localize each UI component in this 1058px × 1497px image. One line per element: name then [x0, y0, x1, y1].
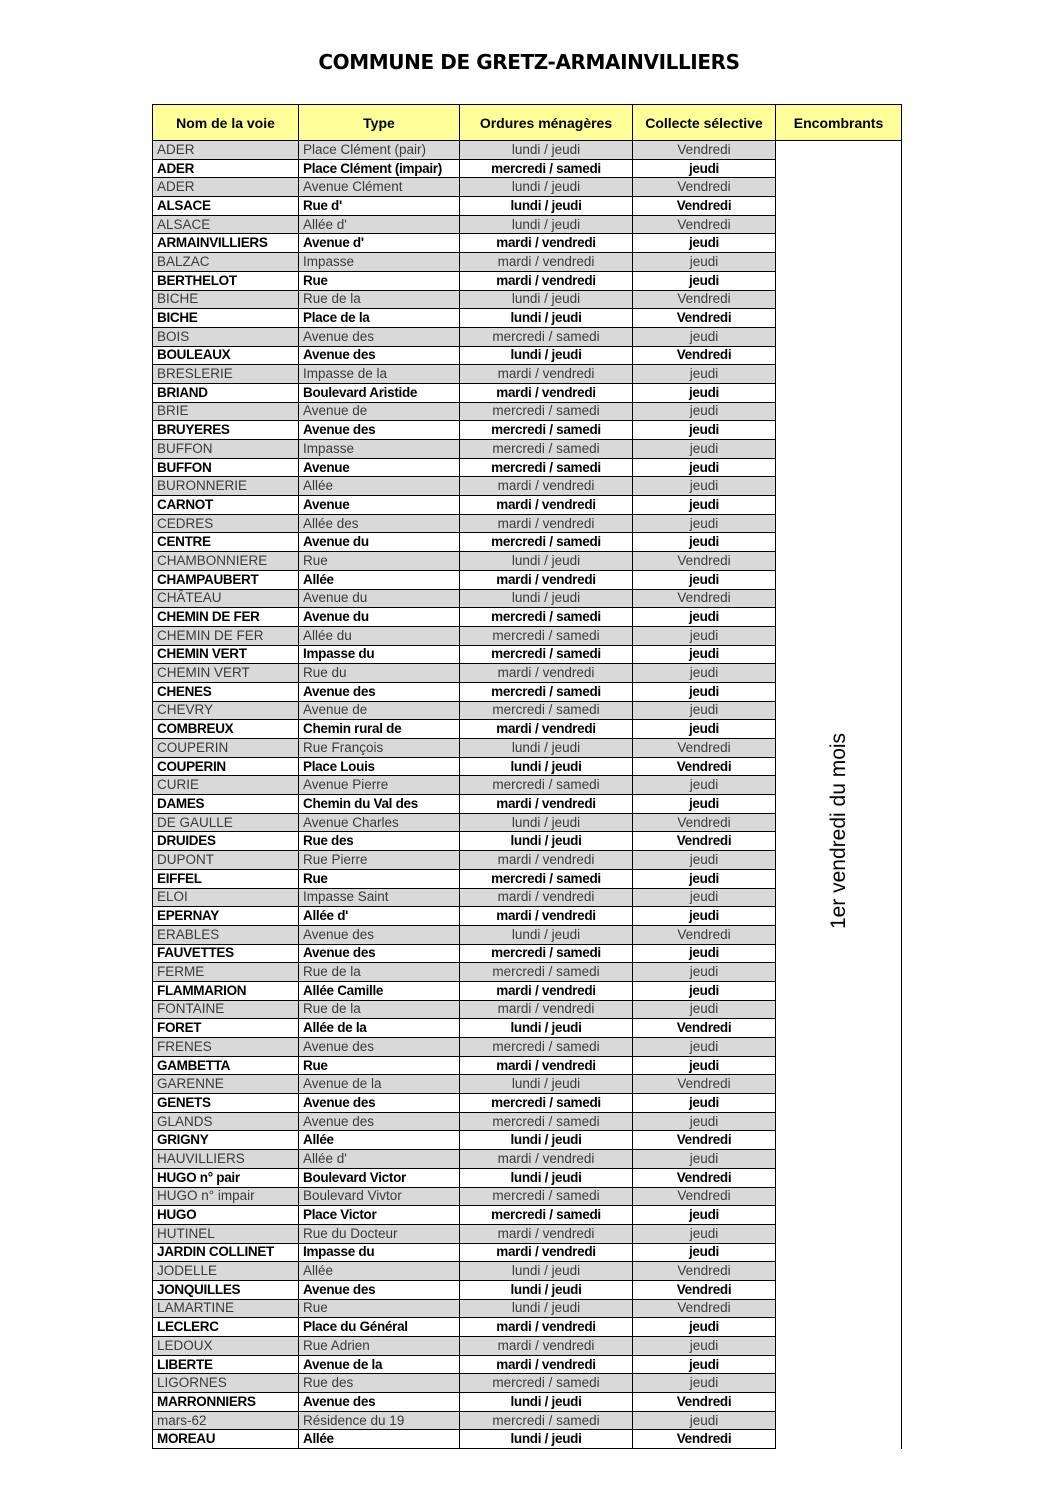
selective-collection-cell: jeudi	[633, 645, 776, 664]
selective-collection-cell: jeudi	[633, 1000, 776, 1019]
household-waste-cell: mercredi / samedi	[460, 944, 633, 963]
table-header-row	[153, 105, 902, 141]
street-type-cell: Place du Général	[299, 1318, 460, 1337]
street-type-cell: Avenue du	[299, 533, 460, 552]
selective-collection-cell: jeudi	[633, 682, 776, 701]
street-name-cell: CENTRE	[153, 533, 299, 552]
household-waste-cell: mardi / vendredi	[460, 1000, 633, 1019]
household-waste-cell: mardi / vendredi	[460, 907, 633, 926]
household-waste-cell: mercredi / samedi	[460, 533, 633, 552]
household-waste-cell: lundi / jeudi	[460, 832, 633, 851]
street-type-cell: Allée des	[299, 514, 460, 533]
household-waste-cell: lundi / jeudi	[460, 215, 633, 234]
street-type-cell: Avenue de	[299, 402, 460, 421]
household-waste-cell: mercredi / samedi	[460, 701, 633, 720]
street-name-cell: MARRONNIERS	[153, 1393, 299, 1412]
household-waste-cell: mardi / vendredi	[460, 477, 633, 496]
street-type-cell: Rue	[299, 271, 460, 290]
household-waste-cell: lundi / jeudi	[460, 552, 633, 571]
selective-collection-cell: jeudi	[633, 888, 776, 907]
selective-collection-cell: jeudi	[633, 514, 776, 533]
street-type-cell: Boulevard Vivtor	[299, 1187, 460, 1206]
street-type-cell: Avenue du	[299, 608, 460, 627]
street-type-cell: Avenue des	[299, 682, 460, 701]
selective-collection-cell: jeudi	[633, 608, 776, 627]
street-name-cell: GAMBETTA	[153, 1056, 299, 1075]
street-name-cell: CHEMIN VERT	[153, 664, 299, 683]
street-name-cell: CHEMIN VERT	[153, 645, 299, 664]
selective-collection-cell: Vendredi	[633, 1019, 776, 1038]
street-type-cell: Avenue des	[299, 1393, 460, 1412]
household-waste-cell: mardi / vendredi	[460, 1056, 633, 1075]
street-name-cell: HUGO n° impair	[153, 1187, 299, 1206]
street-name-cell: CEDRES	[153, 514, 299, 533]
selective-collection-cell: jeudi	[633, 869, 776, 888]
selective-collection-cell: jeudi	[633, 402, 776, 421]
street-type-cell: Allée	[299, 1262, 460, 1281]
household-waste-cell: mardi / vendredi	[460, 570, 633, 589]
household-waste-cell: mardi / vendredi	[460, 664, 633, 683]
household-waste-cell: mardi / vendredi	[460, 720, 633, 739]
household-waste-cell: mardi / vendredi	[460, 851, 633, 870]
street-name-cell: DRUIDES	[153, 832, 299, 851]
selective-collection-cell: Vendredi	[633, 290, 776, 309]
selective-collection-cell: Vendredi	[633, 813, 776, 832]
street-name-cell: ADER	[153, 159, 299, 178]
street-type-cell: Avenue de la	[299, 1355, 460, 1374]
street-name-cell: FRENES	[153, 1038, 299, 1057]
street-name-cell: HAUVILLIERS	[153, 1150, 299, 1169]
selective-collection-cell: Vendredi	[633, 197, 776, 216]
household-waste-cell: lundi / jeudi	[460, 1262, 633, 1281]
street-name-cell: FLAMMARION	[153, 981, 299, 1000]
household-waste-cell: lundi / jeudi	[460, 346, 633, 365]
street-name-cell: EPERNAY	[153, 907, 299, 926]
street-type-cell: Avenue des	[299, 346, 460, 365]
street-name-cell: EIFFEL	[153, 869, 299, 888]
selective-collection-cell: jeudi	[633, 159, 776, 178]
household-waste-cell: mercredi / samedi	[460, 421, 633, 440]
street-type-cell: Rue de la	[299, 963, 460, 982]
street-name-cell: FAUVETTES	[153, 944, 299, 963]
street-type-cell: Allée d'	[299, 907, 460, 926]
street-type-cell: Rue François	[299, 739, 460, 758]
selective-collection-cell: jeudi	[633, 253, 776, 272]
household-waste-cell: mercredi / samedi	[460, 327, 633, 346]
street-type-cell: Allée de la	[299, 1019, 460, 1038]
household-waste-cell: lundi / jeudi	[460, 1430, 633, 1449]
selective-collection-cell: jeudi	[633, 626, 776, 645]
household-waste-cell: mardi / vendredi	[460, 1337, 633, 1356]
selective-collection-cell: Vendredi	[633, 346, 776, 365]
selective-collection-cell: Vendredi	[633, 739, 776, 758]
street-type-cell: Avenue	[299, 496, 460, 515]
street-name-cell: BURONNERIE	[153, 477, 299, 496]
street-name-cell: HUGO	[153, 1206, 299, 1225]
street-type-cell: Impasse du	[299, 645, 460, 664]
street-type-cell: Allée	[299, 477, 460, 496]
selective-collection-cell: jeudi	[633, 981, 776, 1000]
street-type-cell: Impasse Saint	[299, 888, 460, 907]
household-waste-cell: lundi / jeudi	[460, 1019, 633, 1038]
household-waste-cell: lundi / jeudi	[460, 290, 633, 309]
street-name-cell: COMBREUX	[153, 720, 299, 739]
household-waste-cell: mercredi / samedi	[460, 1038, 633, 1057]
bulky-waste-cell	[776, 141, 902, 1449]
street-name-cell: HUTINEL	[153, 1224, 299, 1243]
household-waste-cell: lundi / jeudi	[460, 757, 633, 776]
household-waste-cell: lundi / jeudi	[460, 813, 633, 832]
street-name-cell: BALZAC	[153, 253, 299, 272]
street-name-cell: BRUYERES	[153, 421, 299, 440]
household-waste-cell: mercredi / samedi	[460, 458, 633, 477]
street-type-cell: Boulevard Aristide	[299, 383, 460, 402]
bulky-waste-schedule: 1er vendredi du mois	[826, 732, 850, 930]
street-type-cell: Résidence du 19	[299, 1411, 460, 1430]
household-waste-cell: mercredi / samedi	[460, 440, 633, 459]
selective-collection-cell: jeudi	[633, 701, 776, 720]
household-waste-cell: mercredi / samedi	[460, 1112, 633, 1131]
street-type-cell: Avenue des	[299, 1094, 460, 1113]
street-type-cell: Avenue des	[299, 1038, 460, 1057]
selective-collection-cell: Vendredi	[633, 178, 776, 197]
street-name-cell: LEDOUX	[153, 1337, 299, 1356]
household-waste-cell: mercredi / samedi	[460, 869, 633, 888]
street-name-cell: LIGORNES	[153, 1374, 299, 1393]
household-waste-cell: mercredi / samedi	[460, 1206, 633, 1225]
street-name-cell: MOREAU	[153, 1430, 299, 1449]
street-type-cell: Rue des	[299, 1374, 460, 1393]
page-title: COMMUNE DE GRETZ-ARMAINVILLIERS	[318, 50, 740, 74]
street-name-cell: BUFFON	[153, 458, 299, 477]
street-type-cell: Avenue des	[299, 944, 460, 963]
selective-collection-cell: jeudi	[633, 234, 776, 253]
street-name-cell: BRIE	[153, 402, 299, 421]
street-type-cell: Rue du	[299, 664, 460, 683]
street-name-cell: GARENNE	[153, 1075, 299, 1094]
selective-collection-cell: jeudi	[633, 271, 776, 290]
street-name-cell: ADER	[153, 141, 299, 160]
street-type-cell: Avenue d'	[299, 234, 460, 253]
household-waste-cell: mardi / vendredi	[460, 253, 633, 272]
street-name-cell: BOULEAUX	[153, 346, 299, 365]
household-waste-cell: mercredi / samedi	[460, 1411, 633, 1430]
street-type-cell: Avenue de	[299, 701, 460, 720]
street-name-cell: LAMARTINE	[153, 1299, 299, 1318]
street-name-cell: BOIS	[153, 327, 299, 346]
selective-collection-cell: jeudi	[633, 1411, 776, 1430]
selective-collection-cell: jeudi	[633, 776, 776, 795]
street-name-cell: JONQUILLES	[153, 1280, 299, 1299]
street-type-cell: Avenue des	[299, 1280, 460, 1299]
selective-collection-cell: jeudi	[633, 944, 776, 963]
selective-collection-cell: jeudi	[633, 1056, 776, 1075]
household-waste-cell: mardi / vendredi	[460, 981, 633, 1000]
household-waste-cell: lundi / jeudi	[460, 178, 633, 197]
household-waste-cell: mardi / vendredi	[460, 496, 633, 515]
selective-collection-cell: jeudi	[633, 963, 776, 982]
selective-collection-cell: jeudi	[633, 440, 776, 459]
selective-collection-cell: Vendredi	[633, 215, 776, 234]
street-type-cell: Rue de la	[299, 290, 460, 309]
street-name-cell: mars-62	[153, 1411, 299, 1430]
household-waste-cell: mardi / vendredi	[460, 1355, 633, 1374]
collection-schedule-table	[152, 104, 902, 1449]
selective-collection-cell: Vendredi	[633, 1075, 776, 1094]
street-type-cell: Impasse	[299, 253, 460, 272]
selective-collection-cell: jeudi	[633, 1094, 776, 1113]
selective-collection-cell: jeudi	[633, 496, 776, 515]
household-waste-cell: lundi / jeudi	[460, 739, 633, 758]
street-name-cell: BICHE	[153, 309, 299, 328]
street-type-cell: Place Louis	[299, 757, 460, 776]
household-waste-cell: mercredi / samedi	[460, 682, 633, 701]
household-waste-cell: mardi / vendredi	[460, 365, 633, 384]
street-name-cell: CARNOT	[153, 496, 299, 515]
household-waste-cell: mercredi / samedi	[460, 776, 633, 795]
street-name-cell: JODELLE	[153, 1262, 299, 1281]
street-type-cell: Avenue des	[299, 327, 460, 346]
selective-collection-cell: Vendredi	[633, 1262, 776, 1281]
header-bulky-waste: Encombrants	[776, 105, 902, 141]
household-waste-cell: lundi / jeudi	[460, 925, 633, 944]
household-waste-cell: mardi / vendredi	[460, 1150, 633, 1169]
selective-collection-cell: Vendredi	[633, 589, 776, 608]
street-type-cell: Impasse de la	[299, 365, 460, 384]
selective-collection-cell: jeudi	[633, 1355, 776, 1374]
street-name-cell: CHÂTEAU	[153, 589, 299, 608]
street-name-cell: LECLERC	[153, 1318, 299, 1337]
street-name-cell: CHEMIN DE FER	[153, 608, 299, 627]
selective-collection-cell: jeudi	[633, 720, 776, 739]
street-type-cell: Rue	[299, 869, 460, 888]
street-name-cell: GENETS	[153, 1094, 299, 1113]
street-type-cell: Avenue des	[299, 421, 460, 440]
street-name-cell: ALSACE	[153, 215, 299, 234]
selective-collection-cell: jeudi	[633, 533, 776, 552]
selective-collection-cell: Vendredi	[633, 1131, 776, 1150]
street-name-cell: LIBERTE	[153, 1355, 299, 1374]
street-name-cell: CHAMPAUBERT	[153, 570, 299, 589]
selective-collection-cell: Vendredi	[633, 1393, 776, 1412]
household-waste-cell: lundi / jeudi	[460, 141, 633, 160]
street-name-cell: CHEVRY	[153, 701, 299, 720]
household-waste-cell: mardi / vendredi	[460, 1224, 633, 1243]
street-type-cell: Allée	[299, 1430, 460, 1449]
selective-collection-cell: jeudi	[633, 477, 776, 496]
street-name-cell: CURIE	[153, 776, 299, 795]
street-type-cell: Avenue de la	[299, 1075, 460, 1094]
street-name-cell: ARMAINVILLIERS	[153, 234, 299, 253]
street-name-cell: ERABLES	[153, 925, 299, 944]
street-type-cell: Allée du	[299, 626, 460, 645]
household-waste-cell: mercredi / samedi	[460, 1374, 633, 1393]
street-type-cell: Avenue Charles	[299, 813, 460, 832]
household-waste-cell: mercredi / samedi	[460, 645, 633, 664]
selective-collection-cell: jeudi	[633, 1318, 776, 1337]
selective-collection-cell: jeudi	[633, 1337, 776, 1356]
street-name-cell: COUPERIN	[153, 739, 299, 758]
street-type-cell: Place Clément (impair)	[299, 159, 460, 178]
header-selective-collection: Collecte sélective	[633, 105, 776, 141]
household-waste-cell: mercredi / samedi	[460, 608, 633, 627]
street-type-cell: Place de la	[299, 309, 460, 328]
household-waste-cell: lundi / jeudi	[460, 1393, 633, 1412]
street-name-cell: DUPONT	[153, 851, 299, 870]
selective-collection-cell: Vendredi	[633, 1187, 776, 1206]
street-name-cell: DAMES	[153, 795, 299, 814]
street-type-cell: Rue du Docteur	[299, 1224, 460, 1243]
street-type-cell: Impasse du	[299, 1243, 460, 1262]
street-type-cell: Avenue Clément	[299, 178, 460, 197]
household-waste-cell: lundi / jeudi	[460, 1131, 633, 1150]
street-name-cell: BUFFON	[153, 440, 299, 459]
selective-collection-cell: jeudi	[633, 1038, 776, 1057]
household-waste-cell: lundi / jeudi	[460, 197, 633, 216]
selective-collection-cell: Vendredi	[633, 925, 776, 944]
selective-collection-cell: jeudi	[633, 1243, 776, 1262]
household-waste-cell: mercredi / samedi	[460, 159, 633, 178]
selective-collection-cell: jeudi	[633, 383, 776, 402]
street-name-cell: GLANDS	[153, 1112, 299, 1131]
household-waste-cell: lundi / jeudi	[460, 1075, 633, 1094]
street-name-cell: BRESLERIE	[153, 365, 299, 384]
street-type-cell: Boulevard Victor	[299, 1168, 460, 1187]
street-name-cell: CHEMIN DE FER	[153, 626, 299, 645]
street-name-cell: ELOI	[153, 888, 299, 907]
selective-collection-cell: jeudi	[633, 851, 776, 870]
table-row	[153, 141, 902, 160]
household-waste-cell: mardi / vendredi	[460, 1318, 633, 1337]
street-type-cell: Allée	[299, 1131, 460, 1150]
household-waste-cell: mardi / vendredi	[460, 271, 633, 290]
street-name-cell: BICHE	[153, 290, 299, 309]
selective-collection-cell: Vendredi	[633, 141, 776, 160]
selective-collection-cell: Vendredi	[633, 1168, 776, 1187]
table-body	[153, 141, 902, 1449]
street-type-cell: Place Victor	[299, 1206, 460, 1225]
street-name-cell: DE GAULLE	[153, 813, 299, 832]
selective-collection-cell: jeudi	[633, 1224, 776, 1243]
street-name-cell: CHAMBONNIERE	[153, 552, 299, 571]
household-waste-cell: mardi / vendredi	[460, 514, 633, 533]
street-type-cell: Allée Camille	[299, 981, 460, 1000]
street-type-cell: Avenue des	[299, 925, 460, 944]
selective-collection-cell: Vendredi	[633, 309, 776, 328]
street-name-cell: FERME	[153, 963, 299, 982]
household-waste-cell: lundi / jeudi	[460, 1168, 633, 1187]
household-waste-cell: mercredi / samedi	[460, 1094, 633, 1113]
household-waste-cell: mercredi / samedi	[460, 963, 633, 982]
household-waste-cell: mardi / vendredi	[460, 888, 633, 907]
selective-collection-cell: Vendredi	[633, 757, 776, 776]
header-household-waste: Ordures ménagères	[460, 105, 633, 141]
selective-collection-cell: jeudi	[633, 421, 776, 440]
street-name-cell: ADER	[153, 178, 299, 197]
street-type-cell: Rue	[299, 552, 460, 571]
selective-collection-cell: jeudi	[633, 1150, 776, 1169]
selective-collection-cell: jeudi	[633, 664, 776, 683]
household-waste-cell: mercredi / samedi	[460, 626, 633, 645]
street-type-cell: Avenue	[299, 458, 460, 477]
selective-collection-cell: jeudi	[633, 458, 776, 477]
selective-collection-cell: Vendredi	[633, 552, 776, 571]
selective-collection-cell: jeudi	[633, 365, 776, 384]
selective-collection-cell: Vendredi	[633, 1280, 776, 1299]
street-type-cell: Chemin du Val des	[299, 795, 460, 814]
street-type-cell: Rue d'	[299, 197, 460, 216]
street-type-cell: Rue de la	[299, 1000, 460, 1019]
selective-collection-cell: jeudi	[633, 1112, 776, 1131]
household-waste-cell: mercredi / samedi	[460, 1187, 633, 1206]
street-name-cell: HUGO n° pair	[153, 1168, 299, 1187]
street-type-cell: Rue Pierre	[299, 851, 460, 870]
street-type-cell: Avenue des	[299, 1112, 460, 1131]
street-name-cell: BERTHELOT	[153, 271, 299, 290]
street-type-cell: Place Clément (pair)	[299, 141, 460, 160]
household-waste-cell: lundi / jeudi	[460, 1299, 633, 1318]
header-street-type: Type	[299, 105, 460, 141]
street-name-cell: COUPERIN	[153, 757, 299, 776]
household-waste-cell: mardi / vendredi	[460, 1243, 633, 1262]
street-type-cell: Avenue du	[299, 589, 460, 608]
street-name-cell: GRIGNY	[153, 1131, 299, 1150]
selective-collection-cell: jeudi	[633, 570, 776, 589]
household-waste-cell: lundi / jeudi	[460, 1280, 633, 1299]
household-waste-cell: mardi / vendredi	[460, 383, 633, 402]
household-waste-cell: mardi / vendredi	[460, 234, 633, 253]
selective-collection-cell: Vendredi	[633, 832, 776, 851]
street-name-cell: FORET	[153, 1019, 299, 1038]
selective-collection-cell: jeudi	[633, 1206, 776, 1225]
street-type-cell: Allée d'	[299, 1150, 460, 1169]
selective-collection-cell: jeudi	[633, 907, 776, 926]
street-type-cell: Avenue Pierre	[299, 776, 460, 795]
selective-collection-cell: Vendredi	[633, 1430, 776, 1449]
street-type-cell: Impasse	[299, 440, 460, 459]
street-type-cell: Rue des	[299, 832, 460, 851]
street-type-cell: Allée	[299, 570, 460, 589]
street-name-cell: BRIAND	[153, 383, 299, 402]
selective-collection-cell: jeudi	[633, 327, 776, 346]
street-name-cell: FONTAINE	[153, 1000, 299, 1019]
street-type-cell: Rue	[299, 1299, 460, 1318]
street-name-cell: JARDIN COLLINET	[153, 1243, 299, 1262]
street-name-cell: ALSACE	[153, 197, 299, 216]
street-type-cell: Chemin rural de	[299, 720, 460, 739]
street-name-cell: CHENES	[153, 682, 299, 701]
household-waste-cell: mardi / vendredi	[460, 795, 633, 814]
street-type-cell: Rue	[299, 1056, 460, 1075]
household-waste-cell: lundi / jeudi	[460, 309, 633, 328]
household-waste-cell: lundi / jeudi	[460, 589, 633, 608]
street-type-cell: Allée d'	[299, 215, 460, 234]
street-type-cell: Rue Adrien	[299, 1337, 460, 1356]
selective-collection-cell: jeudi	[633, 795, 776, 814]
household-waste-cell: mercredi / samedi	[460, 402, 633, 421]
selective-collection-cell: jeudi	[633, 1374, 776, 1393]
selective-collection-cell: Vendredi	[633, 1299, 776, 1318]
header-street-name: Nom de la voie	[153, 105, 299, 141]
